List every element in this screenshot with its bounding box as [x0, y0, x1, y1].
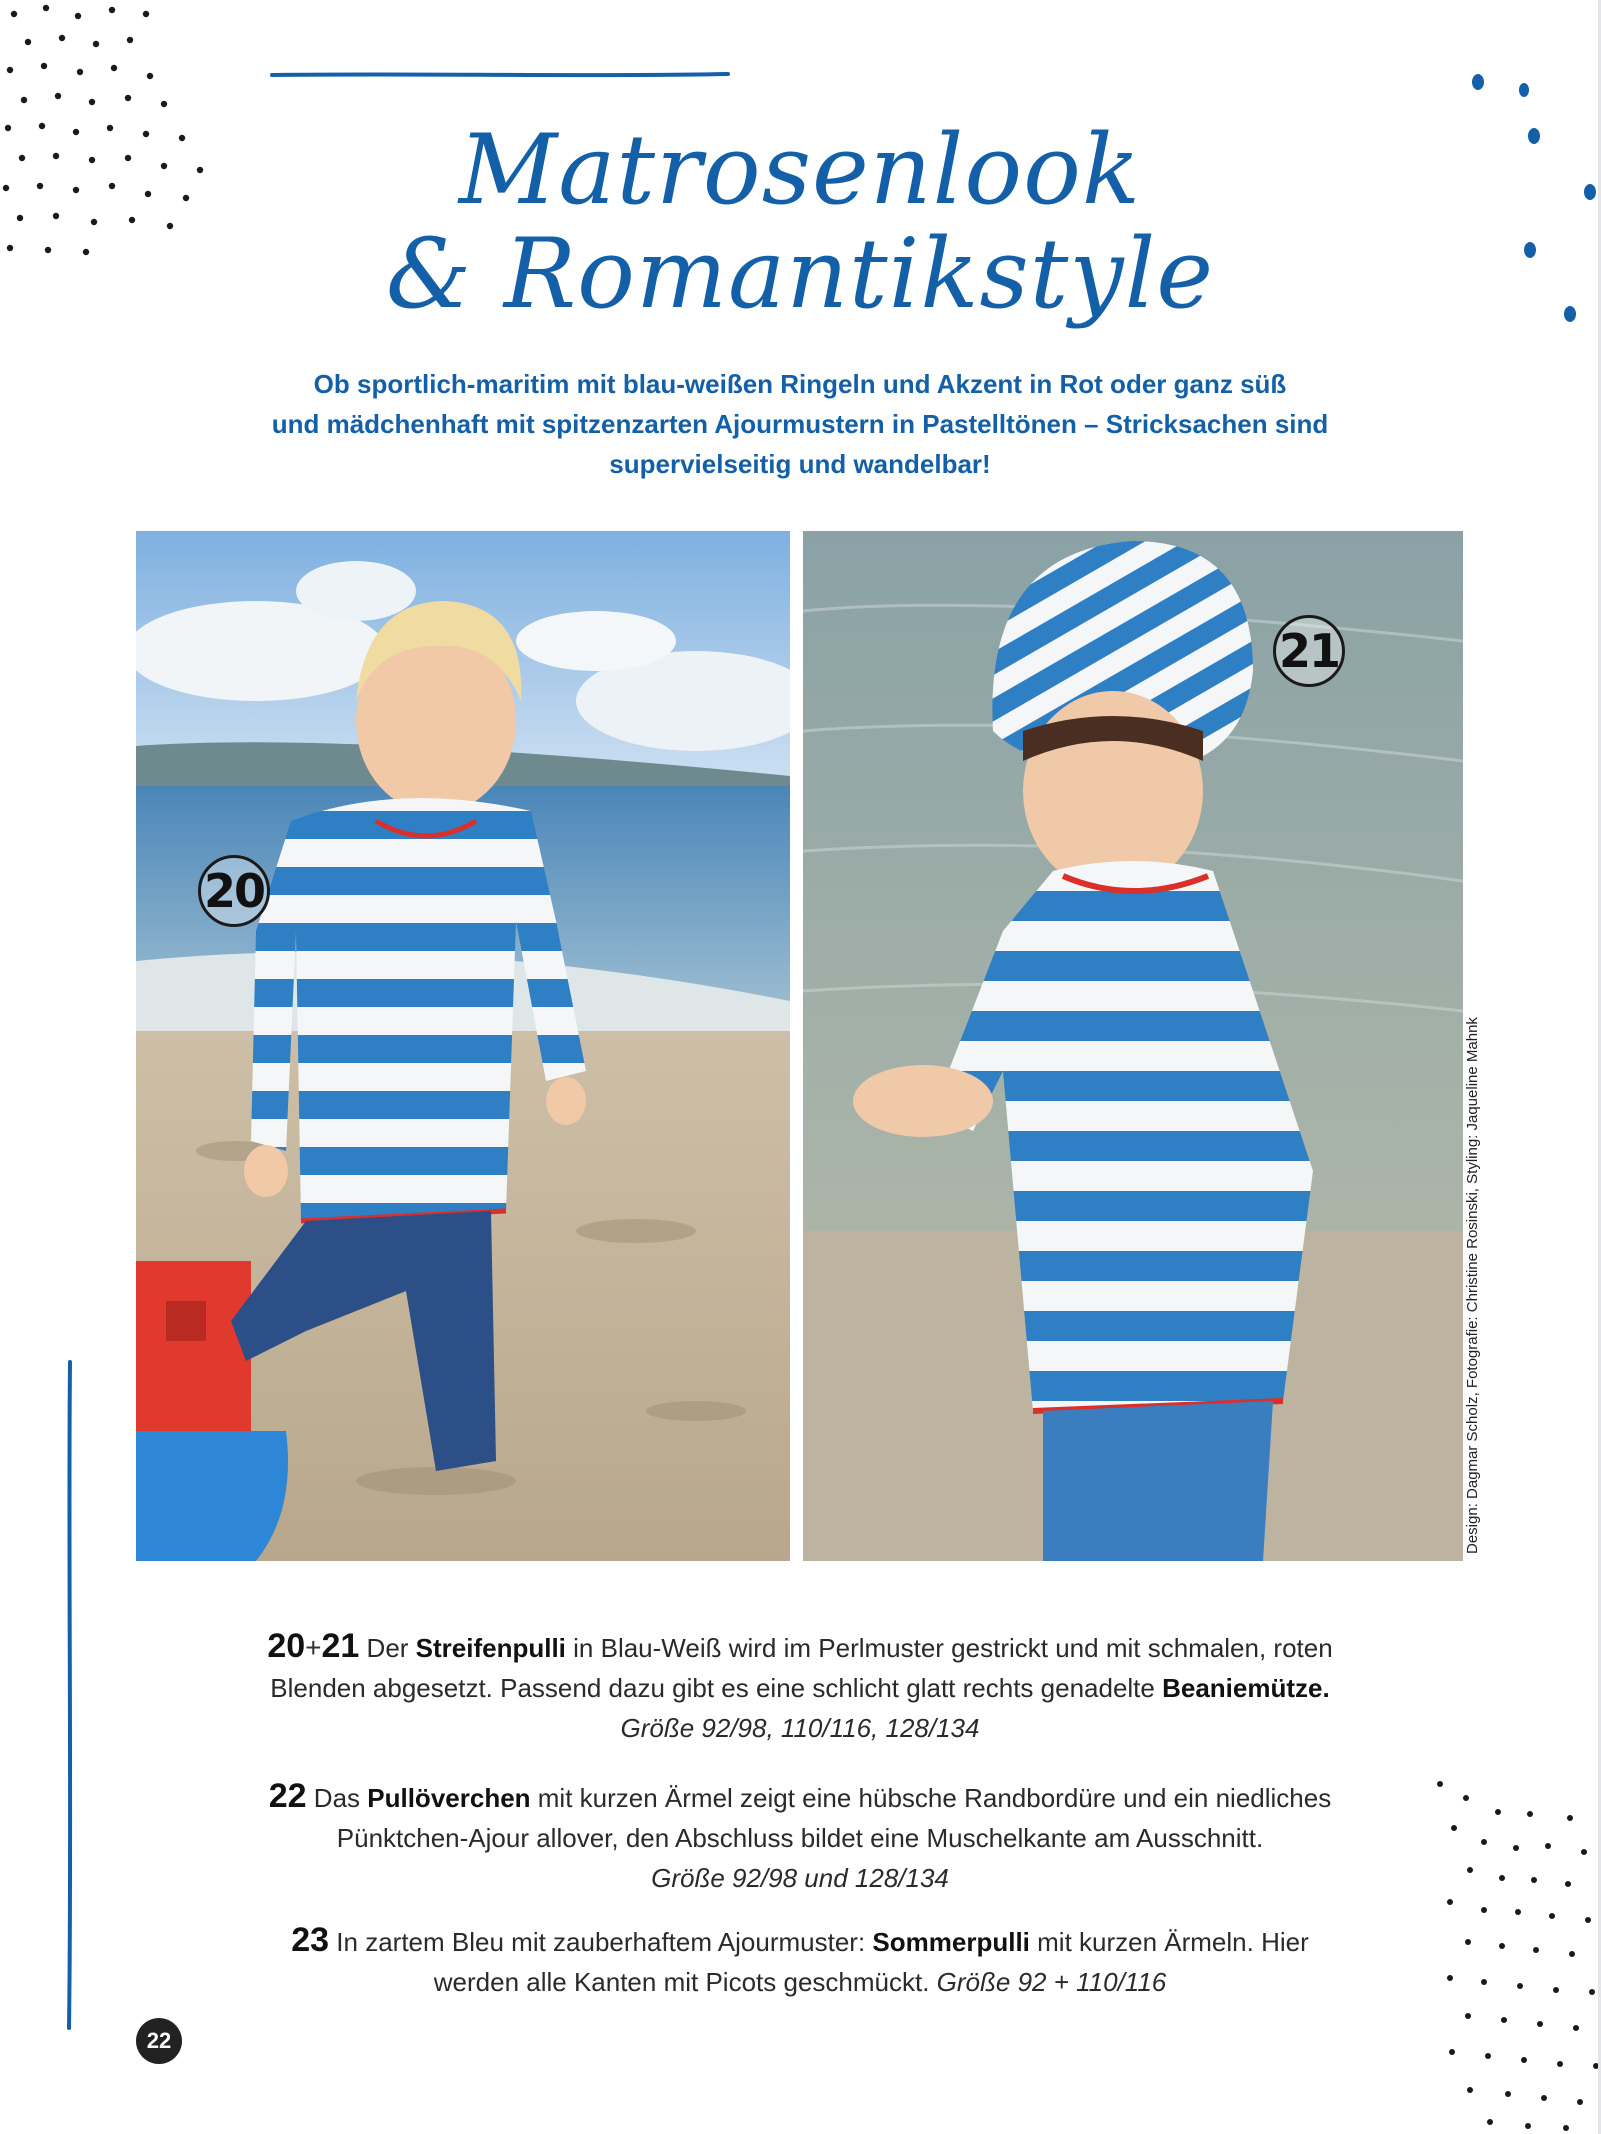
page-number: 22	[136, 2018, 182, 2064]
description-text: Das	[306, 1783, 368, 1813]
description-text: mit kurzen Ärmeln. Hier	[1029, 1927, 1309, 1957]
product-name: Beaniemütze.	[1162, 1673, 1330, 1703]
description-line	[200, 1776, 1400, 1818]
description-line	[200, 1708, 1400, 1748]
dot-pattern-bottom-right	[1420, 1770, 1601, 2134]
description-line	[200, 1668, 1400, 1708]
plus-sign: +	[305, 1632, 322, 1663]
product-name: Pullöverchen	[367, 1783, 531, 1813]
intro-line-1: Ob sportlich-maritim mit blau-weißen Ringeln und Akzent in Rot oder ganz süß	[313, 369, 1287, 399]
intro-line-2: und mädchenhaft mit spitzenzarten Ajourmustern in Pastelltönen – Stricksachen sind	[271, 409, 1329, 439]
product-name: Sommerpulli	[872, 1927, 1030, 1957]
page-title	[300, 114, 1300, 330]
side-rule	[64, 1360, 76, 2030]
title-rule	[270, 72, 730, 78]
description-line	[200, 1858, 1400, 1898]
item-number: 21	[321, 1627, 360, 1665]
dot-pattern-top-right	[1460, 60, 1601, 340]
description-line	[200, 1920, 1400, 1962]
description-23	[200, 1920, 1400, 2002]
title-line-2: & Romantikstyle	[385, 218, 1215, 330]
description-text: werden alle Kanten mit Picots geschmückt.	[433, 1967, 937, 1997]
size-info: Größe 92 + 110/116	[936, 1967, 1167, 1997]
dot-pattern-top-left	[0, 0, 230, 270]
intro-line-3: supervielseitig und wandelbar!	[609, 449, 991, 479]
photo-credit: Design: Dagmar Scholz, Fotografie: Christine Rosinski, Styling: Jaqueline Mahnk	[1464, 1017, 1481, 1554]
item-badge-21: 21	[1273, 615, 1345, 687]
description-20-21	[200, 1626, 1400, 1748]
description-text: mit kurzen Ärmel zeigt eine hübsche Randbordüre und ein niedliches	[530, 1783, 1332, 1813]
item-number: 22	[268, 1777, 307, 1815]
title-line-1: Matrosenlook	[458, 114, 1142, 226]
description-text: In zartem Bleu mit zauberhaftem Ajourmuster:	[329, 1927, 873, 1957]
item-badge-20: 20	[198, 855, 270, 927]
item-number: 20	[267, 1627, 306, 1665]
size-info: Größe 92/98, 110/116, 128/134	[620, 1713, 980, 1743]
item-number: 23	[291, 1921, 330, 1959]
description-line	[200, 1626, 1400, 1668]
description-text: in Blau-Weiß wird im Perlmuster gestrickt und mit schmalen, roten	[565, 1633, 1333, 1663]
description-text: Blenden abgesetzt. Passend dazu gibt es eine schlicht glatt rechts genadelte	[270, 1673, 1163, 1703]
product-name: Streifenpulli	[415, 1633, 566, 1663]
photo-child-beanie-21	[803, 531, 1463, 1561]
description-line: Pünktchen-Ajour allover, den Abschluss bildet eine Muschelkante am Ausschnitt.	[336, 1823, 1264, 1853]
photo-child-beach-20	[136, 531, 790, 1561]
size-info: Größe 92/98 und 128/134	[651, 1863, 949, 1893]
description-line	[200, 1962, 1400, 2002]
intro-text	[180, 364, 1420, 484]
description-22	[200, 1776, 1400, 1898]
description-text: Der	[359, 1633, 416, 1663]
